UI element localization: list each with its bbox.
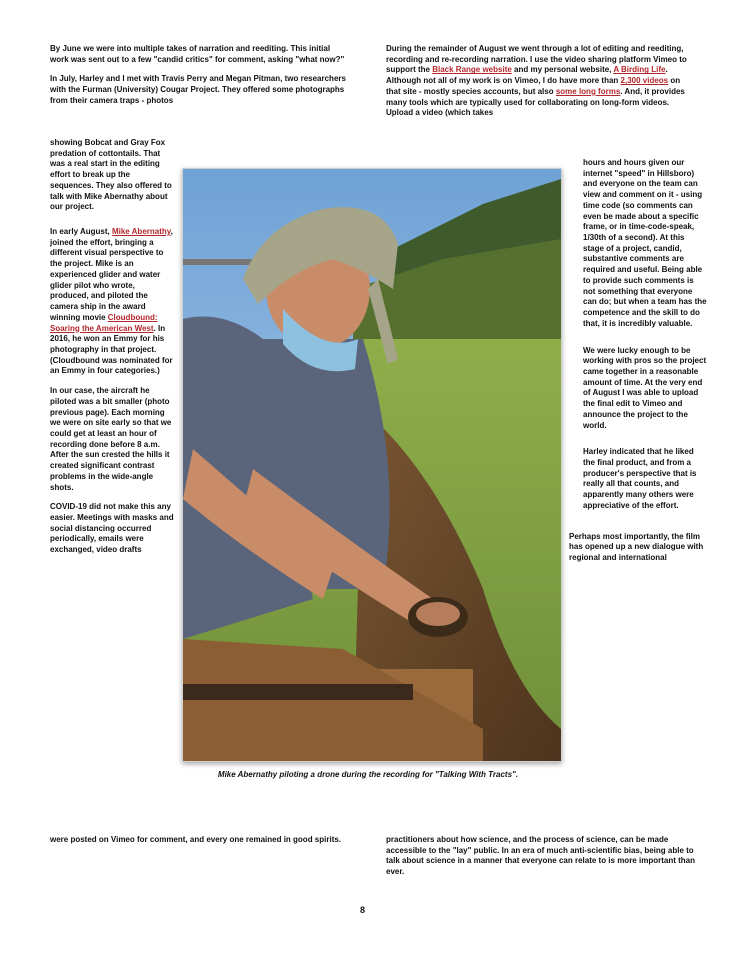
paragraph-hours: hours and hours given our internet "speed" in Hillsboro) and everyone on the team can view and comment on it - using time code (so comments can even be made about a specific frame, or in time-code-speak, 1/30th of a second). At this stage of a project, candid, substantive comments are required and useful. Being able to provide such comments is not something that everyone can do; but when a team has the competence and the skill to do that, it is incredibly valuable. — [583, 158, 707, 328]
left-bottom — [50, 835, 350, 855]
left-narrow-column — [50, 138, 174, 556]
photo-illustration — [183, 169, 561, 761]
paragraph-importantly-top: Perhaps most importantly, the film has opened up a new dialogue with regional and international — [569, 531, 704, 562]
left-intro — [50, 44, 350, 107]
paragraph-harley: Harley indicated that he liked the final product, and from a producer's perspective that is really all that counts, and apparently many others were appreciative of the effort. — [583, 447, 697, 510]
paragraph-july-rest: showing Bobcat and Gray Fox predation of cottontails. That was a real start in the editing effort to break up the sequences. They also offered to talk with Mike Abernathy about our project. — [50, 138, 172, 212]
paragraph-july-top: In July, Harley and I met with Travis Perry and Megan Pitman, two researchers with the Furman (University) Cougar Project. They offered some photographs from their camera traps - photos — [50, 74, 346, 105]
paragraph-early-august: In early August, Mike Abernathy, joined the effort, bringing a different visual perspective to the project. Mike is an experienced glider and water glider pilot who wrote, produced, and piloted the camera ship in the award winning movie Cloudbound: Soaring the American West. In 2016, he won an Emmy for his photography in that project. (Cloudbound was nominated for an Emmy in four categories.) — [50, 227, 173, 376]
page-number: 8 — [360, 905, 366, 915]
link-some-long-forms[interactable]: some long forms — [555, 86, 621, 96]
right-bottom — [386, 835, 696, 887]
paragraph-aircraft: In our case, the aircraft he piloted was a bit smaller (photo previous page). Each morning we were on site early so that we could get at least an hour of recording done before 8 a.m. After the sun crested the hills it created significant contrast problems in the wide-angle shots. — [50, 386, 172, 492]
link-cloudbound[interactable]: Cloudbound: Soaring the American West — [50, 312, 158, 333]
paragraph-june: By June we were into multiple takes of narration and reediting. This initial work was sent out to a few "candid critics" for comment, asking "what now?" — [50, 44, 345, 64]
link-black-range-website[interactable]: Black Range website — [432, 65, 512, 75]
right-intro — [386, 44, 696, 119]
link-a-birding-life[interactable]: A Birding Life — [613, 65, 666, 75]
paragraph-covid-rest: were posted on Vimeo for comment, and every one remained in good spirits. — [50, 835, 342, 844]
paragraph-lucky: We were lucky enough to be working with pros so the project came together in a reasonable amount of time. At the very end of August I was able to upload the final edit to Vimeo and announce the project to the world. — [583, 345, 707, 430]
right-narrow-column — [569, 158, 707, 564]
photo-caption: Mike Abernathy piloting a drone during the recording for "Talking With Tracts". — [217, 770, 519, 779]
photo-drone-pilot — [182, 168, 562, 762]
paragraph-covid-top: COVID-19 did not make this any easier. Meetings with masks and social distancing occurred periodically, emails were exchanged, video drafts — [50, 502, 174, 555]
link-2300-videos[interactable]: 2,300 videos — [620, 76, 669, 86]
paragraph-importantly-rest: practitioners about how science, and the process of science, can be made accessible to the "lay" public. In an era of much anti-scientific bias, being able to talk about science in a manner that everyone can relate to is more important than ever. — [386, 835, 695, 877]
paragraph-remainder-august: During the remainder of August we went through a lot of editing and reediting, recording and re-recording narration. I use the video sharing platform Vimeo to support the Black Range website and my personal website, A Birding Life. Although not all of my work is on Vimeo, I do have more than 2,300 videos on that site - mostly species accounts, but also some long forms. And, it provides many tools which are typically used for collaborating on long-form videos. Upload a video (which takes — [386, 44, 687, 118]
link-mike-abernathy[interactable]: Mike Abernathy — [111, 227, 171, 237]
